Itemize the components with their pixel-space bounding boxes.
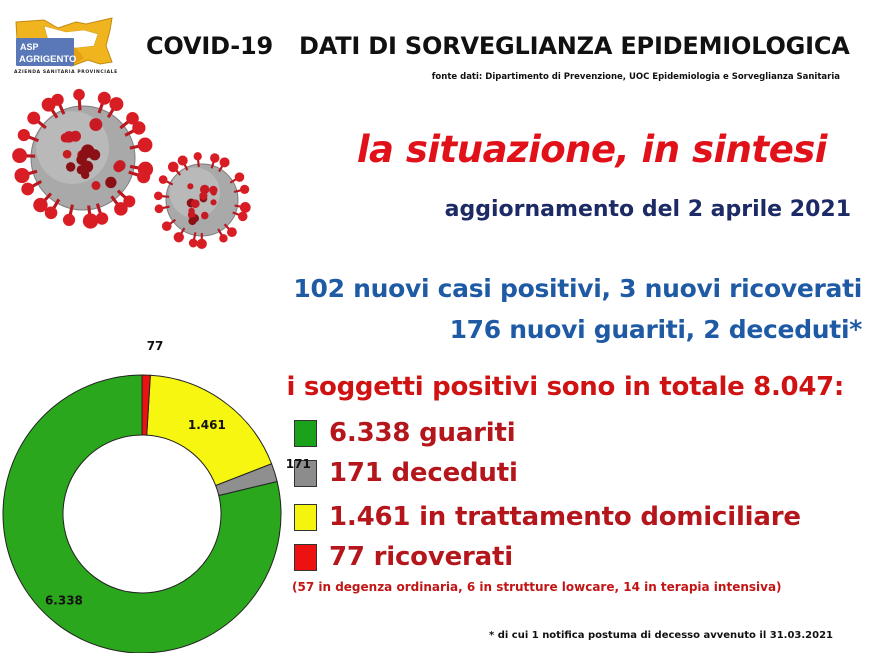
virus-surface-protein: [188, 217, 196, 225]
logo-text-agrigento: AGRIGENTO: [19, 54, 77, 65]
virus-surface-protein: [92, 181, 101, 190]
virus-surface-protein: [209, 186, 217, 194]
legend-label: 1.461 in trattamento domiciliare: [329, 502, 801, 532]
virus-surface-protein: [199, 192, 207, 200]
virus-spike-head: [132, 121, 145, 134]
virus-spike-head: [63, 214, 75, 226]
virus-spike-head: [240, 185, 249, 194]
virus-surface-protein: [76, 155, 87, 166]
virus-spike-head: [194, 152, 202, 160]
virus-spike-head: [109, 97, 123, 111]
update-date: aggiornamento del 2 aprile 2021: [444, 197, 851, 222]
page-title: [146, 32, 850, 60]
virus-surface-protein: [66, 162, 75, 171]
virus-spike-head: [73, 89, 85, 101]
total-summary: i soggetti positivi sono in totale 8.047:: [286, 372, 844, 402]
legend-item-deceduti: [294, 456, 518, 490]
virus-surface-protein: [115, 160, 126, 171]
title-main: DATI DI SORVEGLIANZA EPIDEMIOLOGICA: [299, 32, 850, 60]
virus-spike-head: [12, 148, 27, 163]
donut-label-0: 6.338: [44, 593, 83, 608]
virus-spike-head: [219, 234, 227, 242]
virus-spike-head: [137, 170, 150, 183]
virus-surface-protein: [210, 199, 216, 205]
data-source: fonte dati: Dipartimento di Prevenzione, UOC Epidemiologia e Sorveglianza Sanitaria: [431, 72, 840, 82]
virus-spike-head: [235, 172, 245, 182]
virus-spike-head: [238, 212, 248, 222]
legend-label: 6.338 guariti: [329, 418, 516, 448]
virus-spike-head: [178, 155, 188, 165]
legend-label: 77 ricoverati: [329, 542, 513, 572]
donut-label-1: 171: [285, 456, 311, 471]
virus-spike-head: [162, 221, 172, 231]
virus-surface-protein: [63, 131, 74, 142]
legend-label: 171 deceduti: [329, 458, 518, 488]
footnote: * di cui 1 notifica postuma di decesso avvenuto il 31.03.2021: [489, 630, 833, 641]
legend-item-ricoverati: [294, 540, 513, 574]
virus-illustration-large: [8, 88, 158, 233]
virus-surface-protein: [105, 177, 116, 188]
virus-spike-head: [159, 175, 168, 184]
news-line-2: 176 nuovi guariti, 2 deceduti*: [449, 315, 862, 344]
virus-spike-head: [18, 129, 30, 141]
virus-spike-head: [197, 239, 207, 249]
virus-surface-protein: [201, 212, 209, 220]
virus-surface-protein: [63, 150, 72, 159]
virus-spike-head: [154, 191, 163, 200]
virus-surface-protein: [89, 118, 102, 131]
virus-spike-head: [14, 168, 29, 183]
legend-item-guariti: [294, 416, 515, 450]
virus-illustration-small: [150, 150, 255, 250]
virus-spike-head: [83, 213, 98, 228]
donut-label-3: 77: [146, 339, 164, 354]
headline: la situazione, in sintesi: [356, 128, 827, 171]
virus-spike-head: [21, 183, 34, 196]
virus-surface-protein: [188, 208, 194, 214]
virus-spike-head: [98, 92, 111, 105]
hospital-detail: (57 in degenza ordinaria, 6 in strutture lowcare, 14 in terapia intensiva): [292, 580, 782, 594]
title-covid: COVID-19: [146, 32, 274, 60]
donut-label-2: 1.461: [187, 418, 226, 433]
virus-spike-head: [114, 202, 128, 216]
virus-spike-head: [189, 239, 198, 248]
logo-text-asp: ASP: [20, 42, 39, 52]
virus-spike-head: [52, 94, 64, 106]
virus-spike-head: [220, 157, 230, 167]
virus-surface-protein: [187, 183, 193, 189]
virus-spike-head: [210, 153, 219, 162]
virus-spike-head: [27, 112, 40, 125]
virus-spike-head: [227, 227, 237, 237]
virus-spike-head: [155, 204, 164, 213]
logo-subtitle: AZIENDA SANITARIA PROVINCIALE: [14, 70, 118, 75]
legend-item-domiciliare: [294, 500, 801, 534]
virus-spike-head: [240, 202, 251, 213]
news-line-1: 102 nuovi casi positivi, 3 nuovi ricoverati: [293, 274, 862, 303]
donut-chart: [0, 339, 311, 653]
virus-surface-protein: [191, 199, 200, 208]
virus-spike-head: [33, 198, 47, 212]
virus-spike-head: [168, 162, 179, 173]
virus-spike-head: [174, 232, 184, 242]
